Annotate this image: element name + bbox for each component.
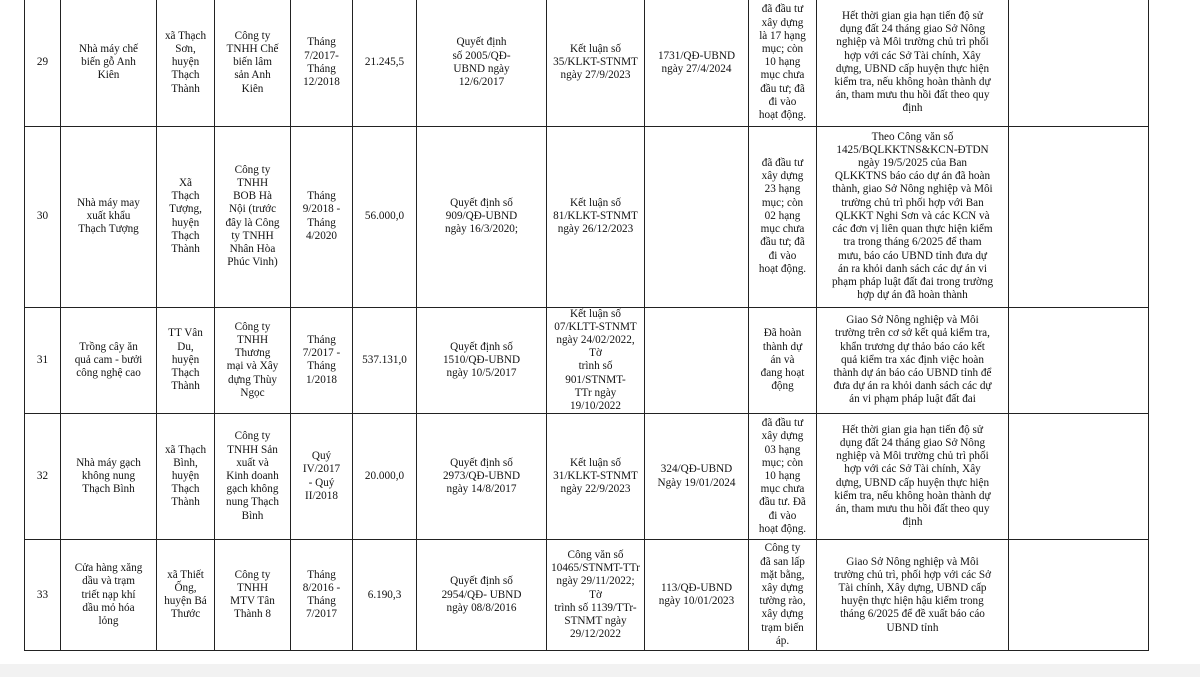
cell-area: 56.000,0 [353,126,417,307]
cell-investor: Công ty TNHH Chế biến lâm sản Anh Kiên [215,0,291,126]
cell-investor: Công ty TNHH MTV Tân Thành 8 [215,540,291,651]
cell-extension-decision [645,307,749,414]
cell-investor: Công ty TNHH Sản xuất và Kinh doanh gạch không nung Thạch Bình [215,414,291,540]
table-row [25,414,1149,540]
cell-schedule: Tháng 7/2017 - Tháng 1/2018 [291,307,353,414]
cell-inspection-conclusion: Công văn số 10465/STNMT-TTr ngày 29/11/2022; Tờ trình số 1139/TTr- STNMT ngày 29/12/2022 [547,540,645,651]
cell-proposal: Hết thời gian gia hạn tiến độ sử dụng đất 24 tháng giao Sở Nông nghiệp và Môi trường chủ trì phối hợp với các Sở Tài chính, Xây dựng, UBND cấp huyện thực hiện kiểm tra, nếu không hoàn thành dự án, tham mưu thu hồi đất theo quy định [817,0,1009,126]
document-page [24,0,1149,651]
cell-project-name: Cửa hàng xăng dầu và trạm triết nạp khí dầu mỏ hóa lỏng [61,540,157,651]
cell-investor: Công ty TNHH BOB Hà Nội (trước đây là Công ty TNHH Nhân Hòa Phúc Vinh) [215,126,291,307]
cell-schedule: Tháng 7/2017- Tháng 12/2018 [291,0,353,126]
cell-inspection-conclusion: Kết luận số 81/KLKT-STNMT ngày 26/12/2023 [547,126,645,307]
cell-stt: 31 [25,307,61,414]
cell-location: xã Thạch Sơn, huyện Thạch Thành [157,0,215,126]
cell-decision: Quyết định số 2954/QĐ- UBND ngày 08/8/2016 [417,540,547,651]
table-row [25,540,1149,651]
cell-project-name: Trồng cây ăn quả cam - bưởi công nghệ cao [61,307,157,414]
cell-location: xã Thạch Bình, huyện Thạch Thành [157,414,215,540]
cell-note [1009,307,1149,414]
cell-project-name: Nhà máy chế biến gỗ Anh Kiên [61,0,157,126]
cell-location: TT Vân Du, huyện Thạch Thành [157,307,215,414]
cell-proposal: Giao Sở Nông nghiệp và Môi trường trên cơ sở kết quả kiểm tra, khẩn trương dự thảo báo cáo kết quả kiểm tra xác định việc hoàn thành dự án báo cáo UBND tỉnh để đưa dự án ra khỏi danh sách các dự án vi phạm pháp luật đất đai [817,307,1009,414]
cell-stt: 30 [25,126,61,307]
cell-extension-decision: 324/QĐ-UBND Ngày 19/01/2024 [645,414,749,540]
cell-progress: Đã hoàn thành dự án và đang hoạt động [749,307,817,414]
cell-decision: Quyết định số 2973/QĐ-UBND ngày 14/8/2017 [417,414,547,540]
cell-schedule: Quý IV/2017 - Quý II/2018 [291,414,353,540]
cell-extension-decision [645,126,749,307]
table-row [25,0,1149,126]
cell-note [1009,540,1149,651]
cell-extension-decision: 113/QĐ-UBND ngày 10/01/2023 [645,540,749,651]
project-table [24,0,1149,651]
cell-area: 21.245,5 [353,0,417,126]
cell-progress: đã đầu tư xây dựng 03 hạng mục; còn 10 hạng mục chưa đầu tư. Đã đi vào hoạt động. [749,414,817,540]
cell-location: xã Thiết Ống, huyện Bá Thước [157,540,215,651]
cell-project-name: Nhà máy may xuất khẩu Thạch Tượng [61,126,157,307]
table-row [25,307,1149,414]
cell-inspection-conclusion: Kết luận số 31/KLKT-STNMT ngày 22/9/2023 [547,414,645,540]
cell-progress: Công ty đã san lấp mặt bằng, xây dựng tường rào, xây dựng trạm biến áp. [749,540,817,651]
cell-proposal: Giao Sở Nông nghiệp và Môi trường chủ trì, phối hợp với các Sở Tài chính, Xây dựng, UBND cấp huyện thực hiện hậu kiểm trong tháng 6/2025 để đề xuất báo cáo UBND tỉnh [817,540,1009,651]
cell-stt: 32 [25,414,61,540]
cell-location: Xã Thạch Tượng, huyện Thạch Thành [157,126,215,307]
page-bottom-shade [0,664,1200,677]
cell-stt: 29 [25,0,61,126]
cell-note [1009,414,1149,540]
cell-stt: 33 [25,540,61,651]
cell-schedule: Tháng 9/2018 - Tháng 4/2020 [291,126,353,307]
cell-decision: Quyết định số 909/QĐ-UBND ngày 16/3/2020; [417,126,547,307]
cell-progress: đã đầu tư xây dựng là 17 hạng mục; còn 10 hạng mục chưa đầu tư; đã đi vào hoạt động. [749,0,817,126]
cell-project-name: Nhà máy gạch không nung Thạch Bình [61,414,157,540]
cell-progress: đã đầu tư xây dựng 23 hạng mục; còn 02 hạng mục chưa đầu tư; đã đi vào hoạt động. [749,126,817,307]
cell-note [1009,0,1149,126]
cell-proposal: Hết thời gian gia hạn tiến độ sử dụng đất 24 tháng giao Sở Nông nghiệp và Môi trường chủ trì phối hợp với các Sở Tài chính, Xây dựng, UBND cấp huyện thực hiện kiểm tra, nếu không hoàn thành dự án, tham mưu thu hồi đất theo quy định [817,414,1009,540]
cell-note [1009,126,1149,307]
cell-schedule: Tháng 8/2016 - Tháng 7/2017 [291,540,353,651]
cell-area: 537.131,0 [353,307,417,414]
cell-inspection-conclusion: Kết luận số 35/KLKT-STNMT ngày 27/9/2023 [547,0,645,126]
cell-decision: Quyết định số 2005/QĐ- UBND ngày 12/6/2017 [417,0,547,126]
cell-decision: Quyết định số 1510/QĐ-UBND ngày 10/5/2017 [417,307,547,414]
table-row [25,126,1149,307]
cell-investor: Công ty TNHH Thương mại và Xây dựng Thùy Ngọc [215,307,291,414]
cell-extension-decision: 1731/QĐ-UBND ngày 27/4/2024 [645,0,749,126]
cell-proposal: Theo Công văn số 1425/BQLKKTNS&KCN-ĐTDN ngày 19/5/2025 của Ban QLKKTNS báo cáo dự án đã hoàn thành, giao Sở Nông nghiệp và Môi trường chủ trì phối hợp với Ban QLKKT Nghi Sơn và các KCN và các đơn vị liên quan thực hiện kiểm tra trong tháng 6/2025 để tham mưu, báo cáo UBND tỉnh đưa dự án ra khỏi danh sách các dự án vi phạm pháp luật đất đai trong trường hợp dự án đã hoàn thành [817,126,1009,307]
cell-area: 6.190,3 [353,540,417,651]
cell-area: 20.000,0 [353,414,417,540]
cell-inspection-conclusion: Kết luận số 07/KLTT-STNMT ngày 24/02/2022, Tờ trình số 901/STNMT- TTr ngày 19/10/2022 [547,307,645,414]
